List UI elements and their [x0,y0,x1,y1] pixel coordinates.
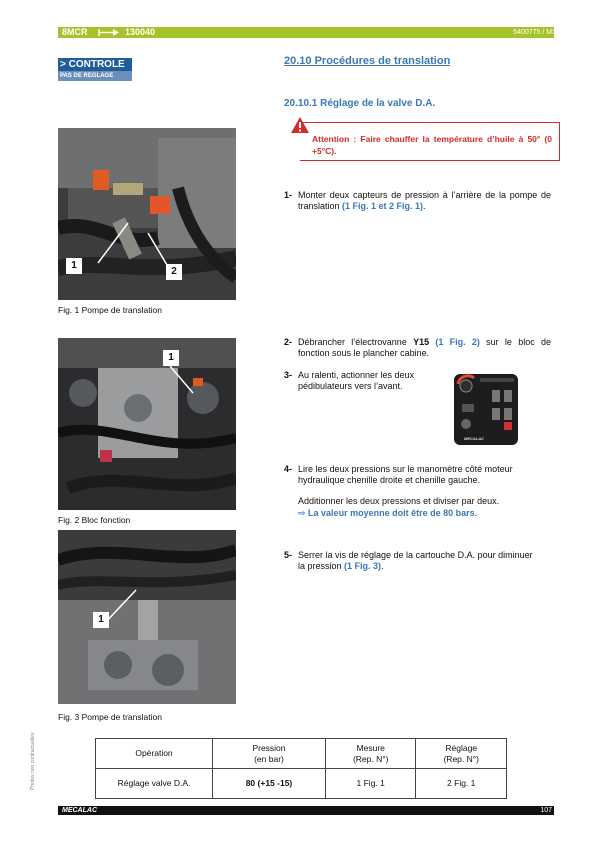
header-line: Mesure [356,742,385,753]
control-panel-image [452,372,520,447]
step-1-text: Monter deux capteurs de pression à l’arrière de la pompe de translation [298,190,551,211]
table-header-row [96,739,507,769]
header-line: (Rep. N°) [443,753,479,764]
figure-3-caption: Fig. 3 Pompe de translation [58,712,162,722]
table-header [213,739,326,769]
step-5 [298,550,538,572]
side-note: Photos non contractuelles [30,732,36,790]
step-1-suffix: . [423,201,426,211]
warning-triangle-icon [290,116,310,134]
arrow-right-outline-icon: ⇨ [298,508,309,518]
settings-table [95,738,507,799]
step-4-number: 4- [284,464,293,474]
control-panel-brand: MECALAC [464,436,484,441]
header-line: Opération [135,748,173,758]
step-4-note-text: La valeur moyenne doit être de 80 bars. [308,508,478,518]
subsection-title: 20.10.1 Réglage de la valve D.A. [284,98,436,109]
step-1 [298,190,551,212]
table-header [325,739,416,769]
figure-1-callout-2: 2 [166,264,182,280]
step-5-suffix: . [381,561,384,571]
step-2-number: 2- [284,337,293,347]
header-code: 130040 [125,27,156,37]
figure-1-callout-1: 1 [66,258,82,274]
step-1-reference: (1 Fig. 1 et 2 Fig. 1) [342,201,424,211]
table-cell: Réglage valve D.A. [96,769,213,799]
figure-3-photo [58,530,236,704]
header-line: (Rep. N°) [352,753,389,764]
step-5-reference: (1 Fig. 3) [344,561,382,571]
table-header [96,739,213,769]
table-row [96,769,507,799]
figure-1-photo [58,128,236,300]
table-cell: 1 Fig. 1 [325,769,416,799]
section-title: 20.10 Procédures de translation [284,55,451,67]
figure-3-callout-1: 1 [93,612,109,628]
page-number: 107 [540,807,552,814]
step-2 [298,337,551,359]
header-reference: 5400775 / M3 [513,29,556,36]
header-line: Pression [252,742,286,753]
step-4-note [298,508,551,519]
step-4-extra: Additionner les deux pressions et diviser par deux. [298,496,500,506]
warning-top-rule [300,122,560,123]
section-tab: > CONTROLE [58,58,132,71]
warning-bottom-rule [300,160,560,161]
step-5-text: Serrer la vis de réglage de la cartouche D.A. pour diminuer la pression [298,550,533,571]
table-cell: 2 Fig. 1 [416,769,507,799]
figure-2-photo [58,338,236,510]
header-line: (en bar) [254,753,284,764]
step-2-text: Débrancher l’électrovanne [298,337,414,347]
step-2-suffix: sur le bloc de fonction sous le plancher cabine. [298,337,551,358]
warning-text: Attention : Faire chauffer la température d’huile à 50° (0 +5°C). [312,134,552,156]
table-header [416,739,507,769]
header-line: Réglage [445,742,478,753]
arrow-right-icon [98,28,120,37]
table-cell: 80 (+15 -15) [213,769,326,799]
step-5-number: 5- [284,550,293,560]
section-subtab: PAS DE REGLAGE [58,71,132,81]
figure-1-caption: Fig. 1 Pompe de translation [58,305,162,315]
figure-2-callout-1: 1 [163,350,179,366]
step-4-text: Lire les deux pressions sur le manomètre côté moteur hydraulique chenille droite et chenille gauche. [298,464,513,485]
footer-bar [58,806,554,815]
step-1-number: 1- [284,190,293,200]
step-2-reference: (1 Fig. 2) [435,337,480,347]
footer-logo: MECALAC [62,807,97,814]
step-3-number: 3- [284,370,293,380]
step-2-valve: Y15 [413,337,430,347]
header-model: 8MCR [62,27,88,37]
figure-2-caption: Fig. 2 Bloc fonction [58,515,131,525]
step-3-text: Au ralenti, actionner les deux pédibulateurs vers l’avant. [298,370,415,391]
